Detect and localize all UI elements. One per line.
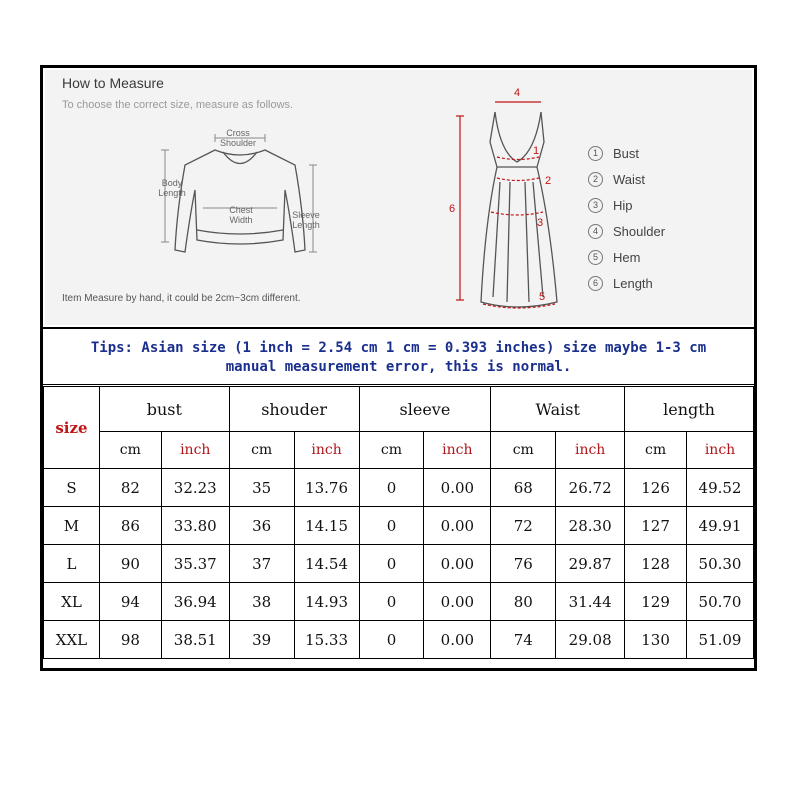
cm-value-cell: 94 bbox=[99, 583, 161, 621]
inch-value-cell: 15.33 bbox=[294, 621, 359, 659]
size-label: L bbox=[44, 545, 100, 583]
size-label: S bbox=[44, 469, 100, 507]
inch-value-cell: 14.93 bbox=[294, 583, 359, 621]
inch-value-cell: 50.70 bbox=[687, 583, 754, 621]
cm-value-cell: 98 bbox=[99, 621, 161, 659]
cm-value-cell: 38 bbox=[229, 583, 294, 621]
table-row bbox=[44, 507, 754, 545]
cm-value-cell: 80 bbox=[491, 583, 556, 621]
legend-item-length: 6 Length bbox=[588, 270, 665, 296]
dress-marker-2: 2 bbox=[545, 175, 552, 187]
cm-value-cell: 86 bbox=[99, 507, 161, 545]
inch-value-cell: 14.54 bbox=[294, 545, 359, 583]
inch-value-cell: 49.91 bbox=[687, 507, 754, 545]
inch-value-cell: 0.00 bbox=[424, 469, 491, 507]
unit-header-row bbox=[44, 432, 754, 469]
inch-value-cell: 0.00 bbox=[424, 621, 491, 659]
inch-value-cell: 31.44 bbox=[556, 583, 625, 621]
inch-value-cell: 0.00 bbox=[424, 545, 491, 583]
cm-value-cell: 0 bbox=[359, 545, 424, 583]
cm-value-cell: 130 bbox=[625, 621, 687, 659]
inch-value-cell: 13.76 bbox=[294, 469, 359, 507]
column-header-bust: bust bbox=[99, 387, 229, 432]
cm-value-cell: 127 bbox=[625, 507, 687, 545]
column-header-shoulder: shouder bbox=[229, 387, 359, 432]
inch-value-cell: 38.51 bbox=[161, 621, 229, 659]
guide-note: Item Measure by hand, it could be 2cm~3cm different. bbox=[62, 293, 301, 304]
unit-inch: inch bbox=[294, 432, 359, 469]
legend-item-shoulder: 4 Shoulder bbox=[588, 218, 665, 244]
unit-cm: cm bbox=[625, 432, 687, 469]
cm-value-cell: 128 bbox=[625, 545, 687, 583]
inch-value-cell: 14.15 bbox=[294, 507, 359, 545]
dress-marker-5: 5 bbox=[539, 291, 546, 303]
unit-inch: inch bbox=[556, 432, 625, 469]
unit-inch: inch bbox=[687, 432, 754, 469]
table-header-row bbox=[44, 387, 754, 432]
measurement-legend bbox=[588, 140, 665, 296]
size-label: XXL bbox=[44, 621, 100, 659]
body-length-label: Body Length bbox=[158, 178, 186, 198]
unit-cm: cm bbox=[491, 432, 556, 469]
table-row bbox=[44, 545, 754, 583]
size-label: XL bbox=[44, 583, 100, 621]
cm-value-cell: 0 bbox=[359, 583, 424, 621]
size-rows bbox=[44, 469, 754, 659]
inch-value-cell: 0.00 bbox=[424, 507, 491, 545]
table-row bbox=[44, 621, 754, 659]
inch-value-cell: 32.23 bbox=[161, 469, 229, 507]
cm-value-cell: 126 bbox=[625, 469, 687, 507]
cross-shoulder-label: Cross Shoulder bbox=[219, 128, 257, 148]
unit-cm: cm bbox=[99, 432, 161, 469]
guide-title: How to Measure bbox=[62, 75, 164, 91]
inch-value-cell: 26.72 bbox=[556, 469, 625, 507]
size-header: size bbox=[44, 387, 100, 469]
inch-value-cell: 36.94 bbox=[161, 583, 229, 621]
legend-item-bust: 1 Bust bbox=[588, 140, 665, 166]
cm-value-cell: 39 bbox=[229, 621, 294, 659]
column-header-sleeve: sleeve bbox=[359, 387, 491, 432]
unit-cm: cm bbox=[229, 432, 294, 469]
cm-value-cell: 0 bbox=[359, 621, 424, 659]
cm-value-cell: 82 bbox=[99, 469, 161, 507]
cm-value-cell: 90 bbox=[99, 545, 161, 583]
dress-marker-4: 4 bbox=[514, 87, 521, 99]
sleeve-length-label: Sleeve Length bbox=[292, 210, 320, 230]
unit-cm: cm bbox=[359, 432, 424, 469]
measure-guide-panel bbox=[45, 70, 752, 325]
legend-item-waist: 2 Waist bbox=[588, 166, 665, 192]
table-row bbox=[44, 583, 754, 621]
legend-item-hip: 3 Hip bbox=[588, 192, 665, 218]
cm-value-cell: 68 bbox=[491, 469, 556, 507]
inch-value-cell: 50.30 bbox=[687, 545, 754, 583]
inch-value-cell: 33.80 bbox=[161, 507, 229, 545]
chest-width-label: Chest Width bbox=[229, 205, 253, 225]
cm-value-cell: 129 bbox=[625, 583, 687, 621]
dress-illustration bbox=[445, 82, 575, 314]
size-label: M bbox=[44, 507, 100, 545]
legend-item-hem: 5 Hem bbox=[588, 244, 665, 270]
dress-marker-1: 1 bbox=[533, 145, 540, 157]
inch-value-cell: 28.30 bbox=[556, 507, 625, 545]
unit-inch: inch bbox=[424, 432, 491, 469]
cm-value-cell: 74 bbox=[491, 621, 556, 659]
inch-value-cell: 51.09 bbox=[687, 621, 754, 659]
cm-value-cell: 76 bbox=[491, 545, 556, 583]
inch-value-cell: 29.08 bbox=[556, 621, 625, 659]
inch-value-cell: 29.87 bbox=[556, 545, 625, 583]
dress-marker-3: 3 bbox=[537, 217, 544, 229]
cm-value-cell: 36 bbox=[229, 507, 294, 545]
size-chart-frame bbox=[40, 65, 757, 671]
column-header-length: length bbox=[625, 387, 754, 432]
dress-marker-6: 6 bbox=[449, 203, 456, 215]
size-table bbox=[43, 386, 754, 659]
inch-value-cell: 35.37 bbox=[161, 545, 229, 583]
table-row bbox=[44, 469, 754, 507]
tips-line-1: Tips: Asian size (1 inch = 2.54 cm 1 cm = 0.393 inches) size maybe 1-3 cm bbox=[90, 340, 707, 356]
cm-value-cell: 72 bbox=[491, 507, 556, 545]
cm-value-cell: 0 bbox=[359, 469, 424, 507]
inch-value-cell: 0.00 bbox=[424, 583, 491, 621]
tips-banner bbox=[43, 327, 754, 385]
unit-inch: inch bbox=[161, 432, 229, 469]
tips-line-2: manual measurement error, this is normal. bbox=[225, 359, 572, 375]
cm-value-cell: 35 bbox=[229, 469, 294, 507]
cm-value-cell: 37 bbox=[229, 545, 294, 583]
inch-value-cell: 49.52 bbox=[687, 469, 754, 507]
guide-subtitle: To choose the correct size, measure as follows. bbox=[62, 99, 294, 111]
column-header-waist: Waist bbox=[491, 387, 625, 432]
cm-value-cell: 0 bbox=[359, 507, 424, 545]
